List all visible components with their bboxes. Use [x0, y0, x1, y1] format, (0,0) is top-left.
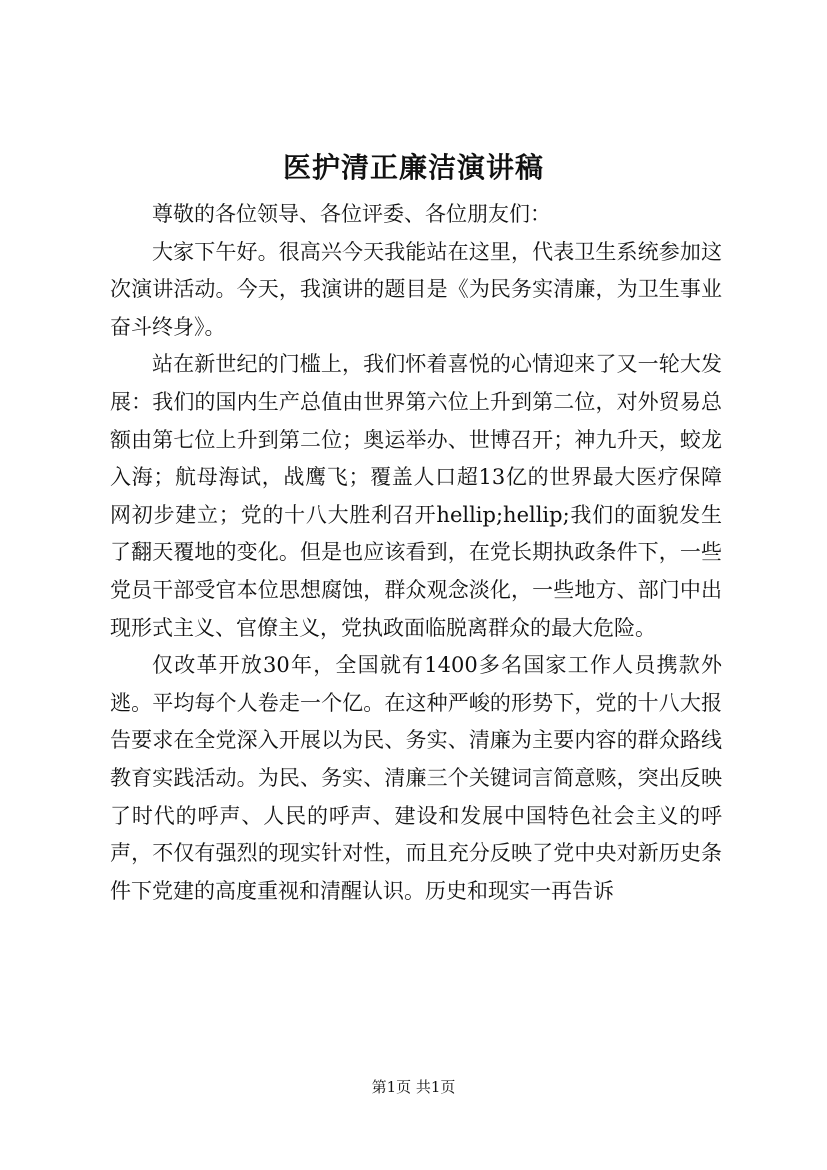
document-body [110, 196, 722, 910]
body-paragraph: 大家下午好。很高兴今天我能站在这里，代表卫生系统参加这次演讲活动。今天，我演讲的题目是《为民务实清廉，为卫生事业奋斗终身》。 [110, 239, 722, 339]
body-paragraph: 仅改革开放30年，全国就有1400多名国家工作人员携款外逃。平均每个人卷走一个亿。在这种严峻的形势下，党的十八大报告要求在全党深入开展以为民、务实、清廉为主要内容的群众路线教育实践活动。为民、务实、清廉三个关键词言简意赅，突出反映了时代的呼声、人民的呼声、建设和发展中国特色社会主义的呼声，不仅有强烈的现实针对性，而且充分反映了党中央对新历史条件下党建的高度重视和清醒认识。历史和现实一再告诉 [110, 653, 722, 903]
page-footer: 第1页 共1页 [371, 1078, 456, 1096]
document-title: 医护清正廉洁演讲稿 [282, 151, 544, 184]
body-paragraph: 站在新世纪的门槛上，我们怀着喜悦的心情迎来了又一轮大发展：我们的国内生产总值由世界第六位上升到第二位，对外贸易总额由第七位上升到第二位；奥运举办、世博召开；神九升天，蛟龙入海；航母海试，战鹰飞；覆盖人口超13亿的世界最大医疗保障网初步建立；党的十八大胜利召开hellip;hellip;我们的面貌发生了翻天覆地的变化。但是也应该看到，在党长期执政条件下，一些党员干部受官本位思想腐蚀，群众观念淡化，一些地方、部门中出现形式主义、官僚主义，党执政面临脱离群众的最大危险。 [110, 352, 722, 640]
salutation-paragraph: 尊敬的各位领导、各位评委、各位朋友们： [152, 202, 551, 226]
